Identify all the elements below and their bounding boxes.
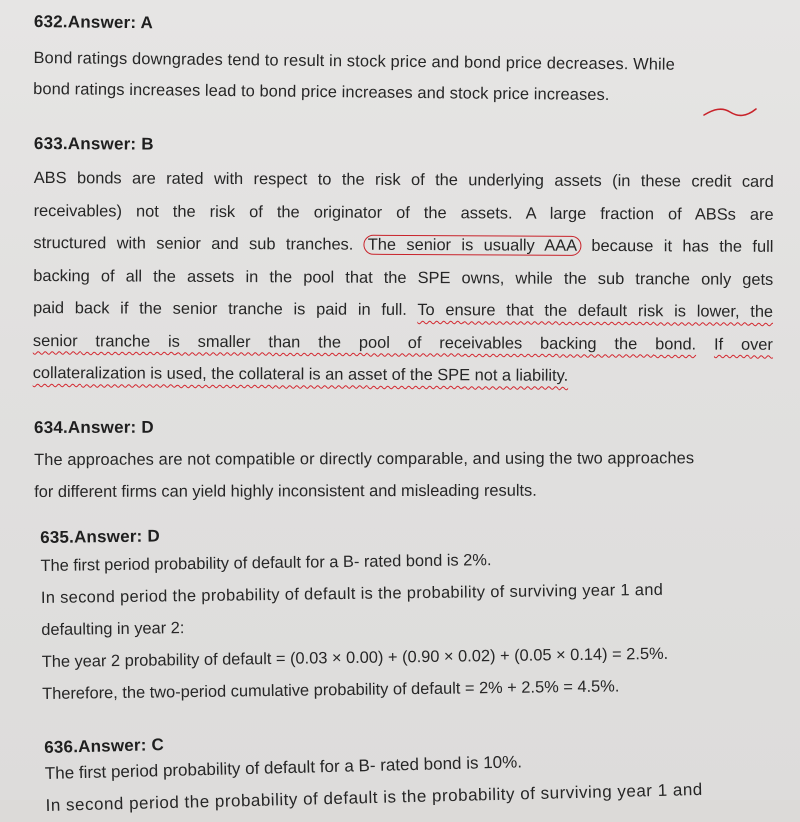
answer-text-line: The year 2 probability of default = (0.03 × 0.00) + (0.90 × 0.02) + (0.05 × 0.14) = 2.5%. [41,644,669,671]
answer-text-line [33,324,773,360]
answer-heading: 632.Answer: A [33,12,154,33]
answer-text-line: The first period probability of default for a B- rated bond is 2%. [40,551,492,575]
answer-636 [44,720,786,822]
answer-text-line [33,227,773,263]
answer-text-line: defaulting in year 2: [41,619,185,639]
answer-heading: 633.Answer: B [33,134,154,154]
underlined-highlight: To ensure that the default risk is lower, the [417,301,774,321]
answer-635 [40,518,782,710]
answer-text-line: receivables) not the risk of the originator of the assets. A large fraction of ABSs are [33,201,774,224]
answer-text-line: bond ratings increases lead to bond price increases and stock price increases. [33,79,610,105]
answer-text-line: The approaches are not compatible or directly comparable, and using the two approaches [34,449,695,469]
answer-text-line [33,357,773,393]
underlined-highlight: senior tranche is smaller than the pool of receivables backing the bond. [32,331,697,353]
answer-632 [33,12,774,113]
answer-text-fragment: because it has the full [591,236,774,256]
answer-text-line [33,292,773,328]
answer-633 [33,134,774,393]
red-squiggle-mark [700,103,760,123]
answer-heading: 634.Answer: D [34,417,154,437]
answer-text-line: backing of all the assets in the pool that the SPE owns, while the sub tranche only gets [33,266,774,289]
answer-text-line: ABS bonds are rated with respect to the risk of the underlying assets (in these credit card [33,168,774,191]
answer-heading: 636.Answer: C [44,735,165,757]
underlined-highlight: collateralization is used, the collateral is an asset of the SPE not a liability. [32,363,569,385]
answer-text-line: In second period the probability of default is the probability of surviving year 1 and [40,580,664,607]
answer-text-fragment: structured with senior and sub tranches. [33,233,354,254]
answer-text-line: The first period probability of default for a B- rated bond is 10%. [44,752,523,783]
answer-text-fragment: paid back if the senior tranche is paid in full. [33,298,407,319]
answer-text-line: for different firms can yield highly inconsistent and misleading results. [34,481,537,501]
answer-text-line: In second period the probability of default is the probability of surviving year 1 and [45,779,703,815]
answer-heading: 635.Answer: D [40,526,161,547]
underlined-highlight: If over [713,335,773,354]
answer-634 [34,416,774,508]
answer-text-line: Therefore, the two-period cumulative probability of default = 2% + 2.5% = 4.5%. [42,677,620,703]
answer-text-line: Bond ratings downgrades tend to result in stock price and bond price decreases. While [33,48,675,74]
circled-highlight: The senior is usually AAA [364,235,581,256]
